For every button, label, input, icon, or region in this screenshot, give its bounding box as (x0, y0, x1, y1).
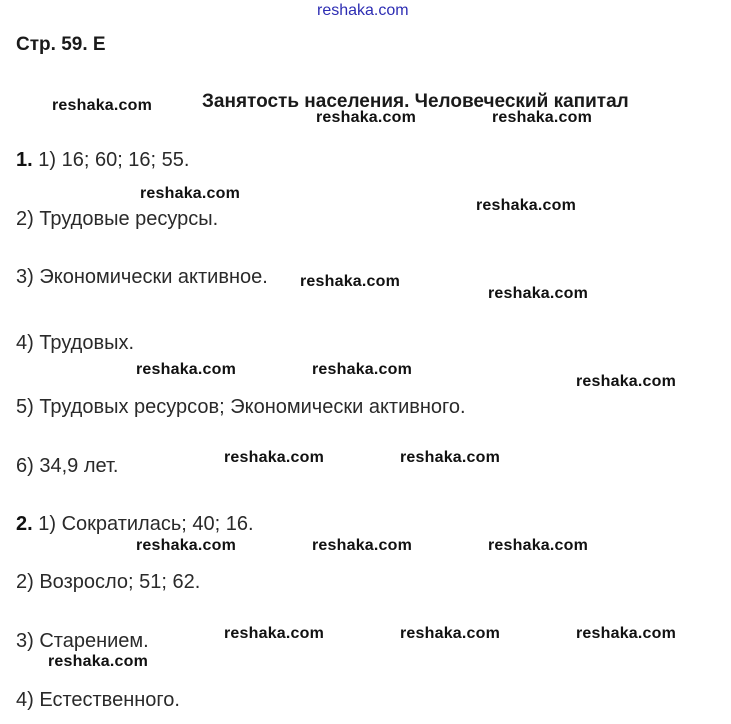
task1-answer-1: 1) 16; 60; 16; 55. (38, 149, 190, 171)
task1-answer-2: 2) Трудовые ресурсы. (16, 208, 219, 230)
task1-answer-5: 5) Трудовых ресурсов; Экономически активного. (16, 396, 466, 418)
page-heading: Стр. 59. Е (16, 34, 106, 55)
watermark: reshaka.com (136, 537, 237, 554)
watermark: reshaka.com (224, 449, 325, 466)
task2-line-1 (16, 513, 254, 536)
task2-answer-4: 4) Естественного. (16, 689, 180, 711)
watermark: reshaka.com (316, 109, 417, 126)
section-title: Занятость населения. Человеческий капитал (202, 91, 629, 112)
watermark: reshaka.com (140, 185, 241, 202)
watermark: reshaka.com (400, 449, 501, 466)
site-watermark-top: reshaka.com (317, 2, 409, 19)
task1-answer-3: 3) Экономически активное. (16, 266, 268, 288)
task2-answer-3: 3) Старением. (16, 630, 149, 652)
task1-answer-6: 6) 34,9 лет. (16, 455, 119, 477)
watermark: reshaka.com (312, 537, 413, 554)
watermark: reshaka.com (488, 537, 589, 554)
watermark: reshaka.com (136, 361, 237, 378)
task1-answer-4: 4) Трудовых. (16, 332, 135, 354)
watermark: reshaka.com (224, 625, 325, 642)
task1-line-1 (16, 149, 189, 172)
watermark: reshaka.com (476, 197, 577, 214)
watermark: reshaka.com (576, 373, 677, 390)
watermark: reshaka.com (488, 285, 589, 302)
task2-answer-2: 2) Возросло; 51; 62. (16, 571, 201, 593)
watermark: reshaka.com (300, 273, 401, 290)
task2-answer-1: 1) Сократилась; 40; 16. (38, 513, 254, 535)
watermark: reshaka.com (312, 361, 413, 378)
task1-number: 1. (16, 149, 33, 171)
watermark: reshaka.com (492, 109, 593, 126)
watermark: reshaka.com (48, 653, 149, 670)
watermark: reshaka.com (400, 625, 501, 642)
task2-number: 2. (16, 513, 33, 535)
watermark: reshaka.com (576, 625, 677, 642)
watermark: reshaka.com (52, 97, 153, 114)
